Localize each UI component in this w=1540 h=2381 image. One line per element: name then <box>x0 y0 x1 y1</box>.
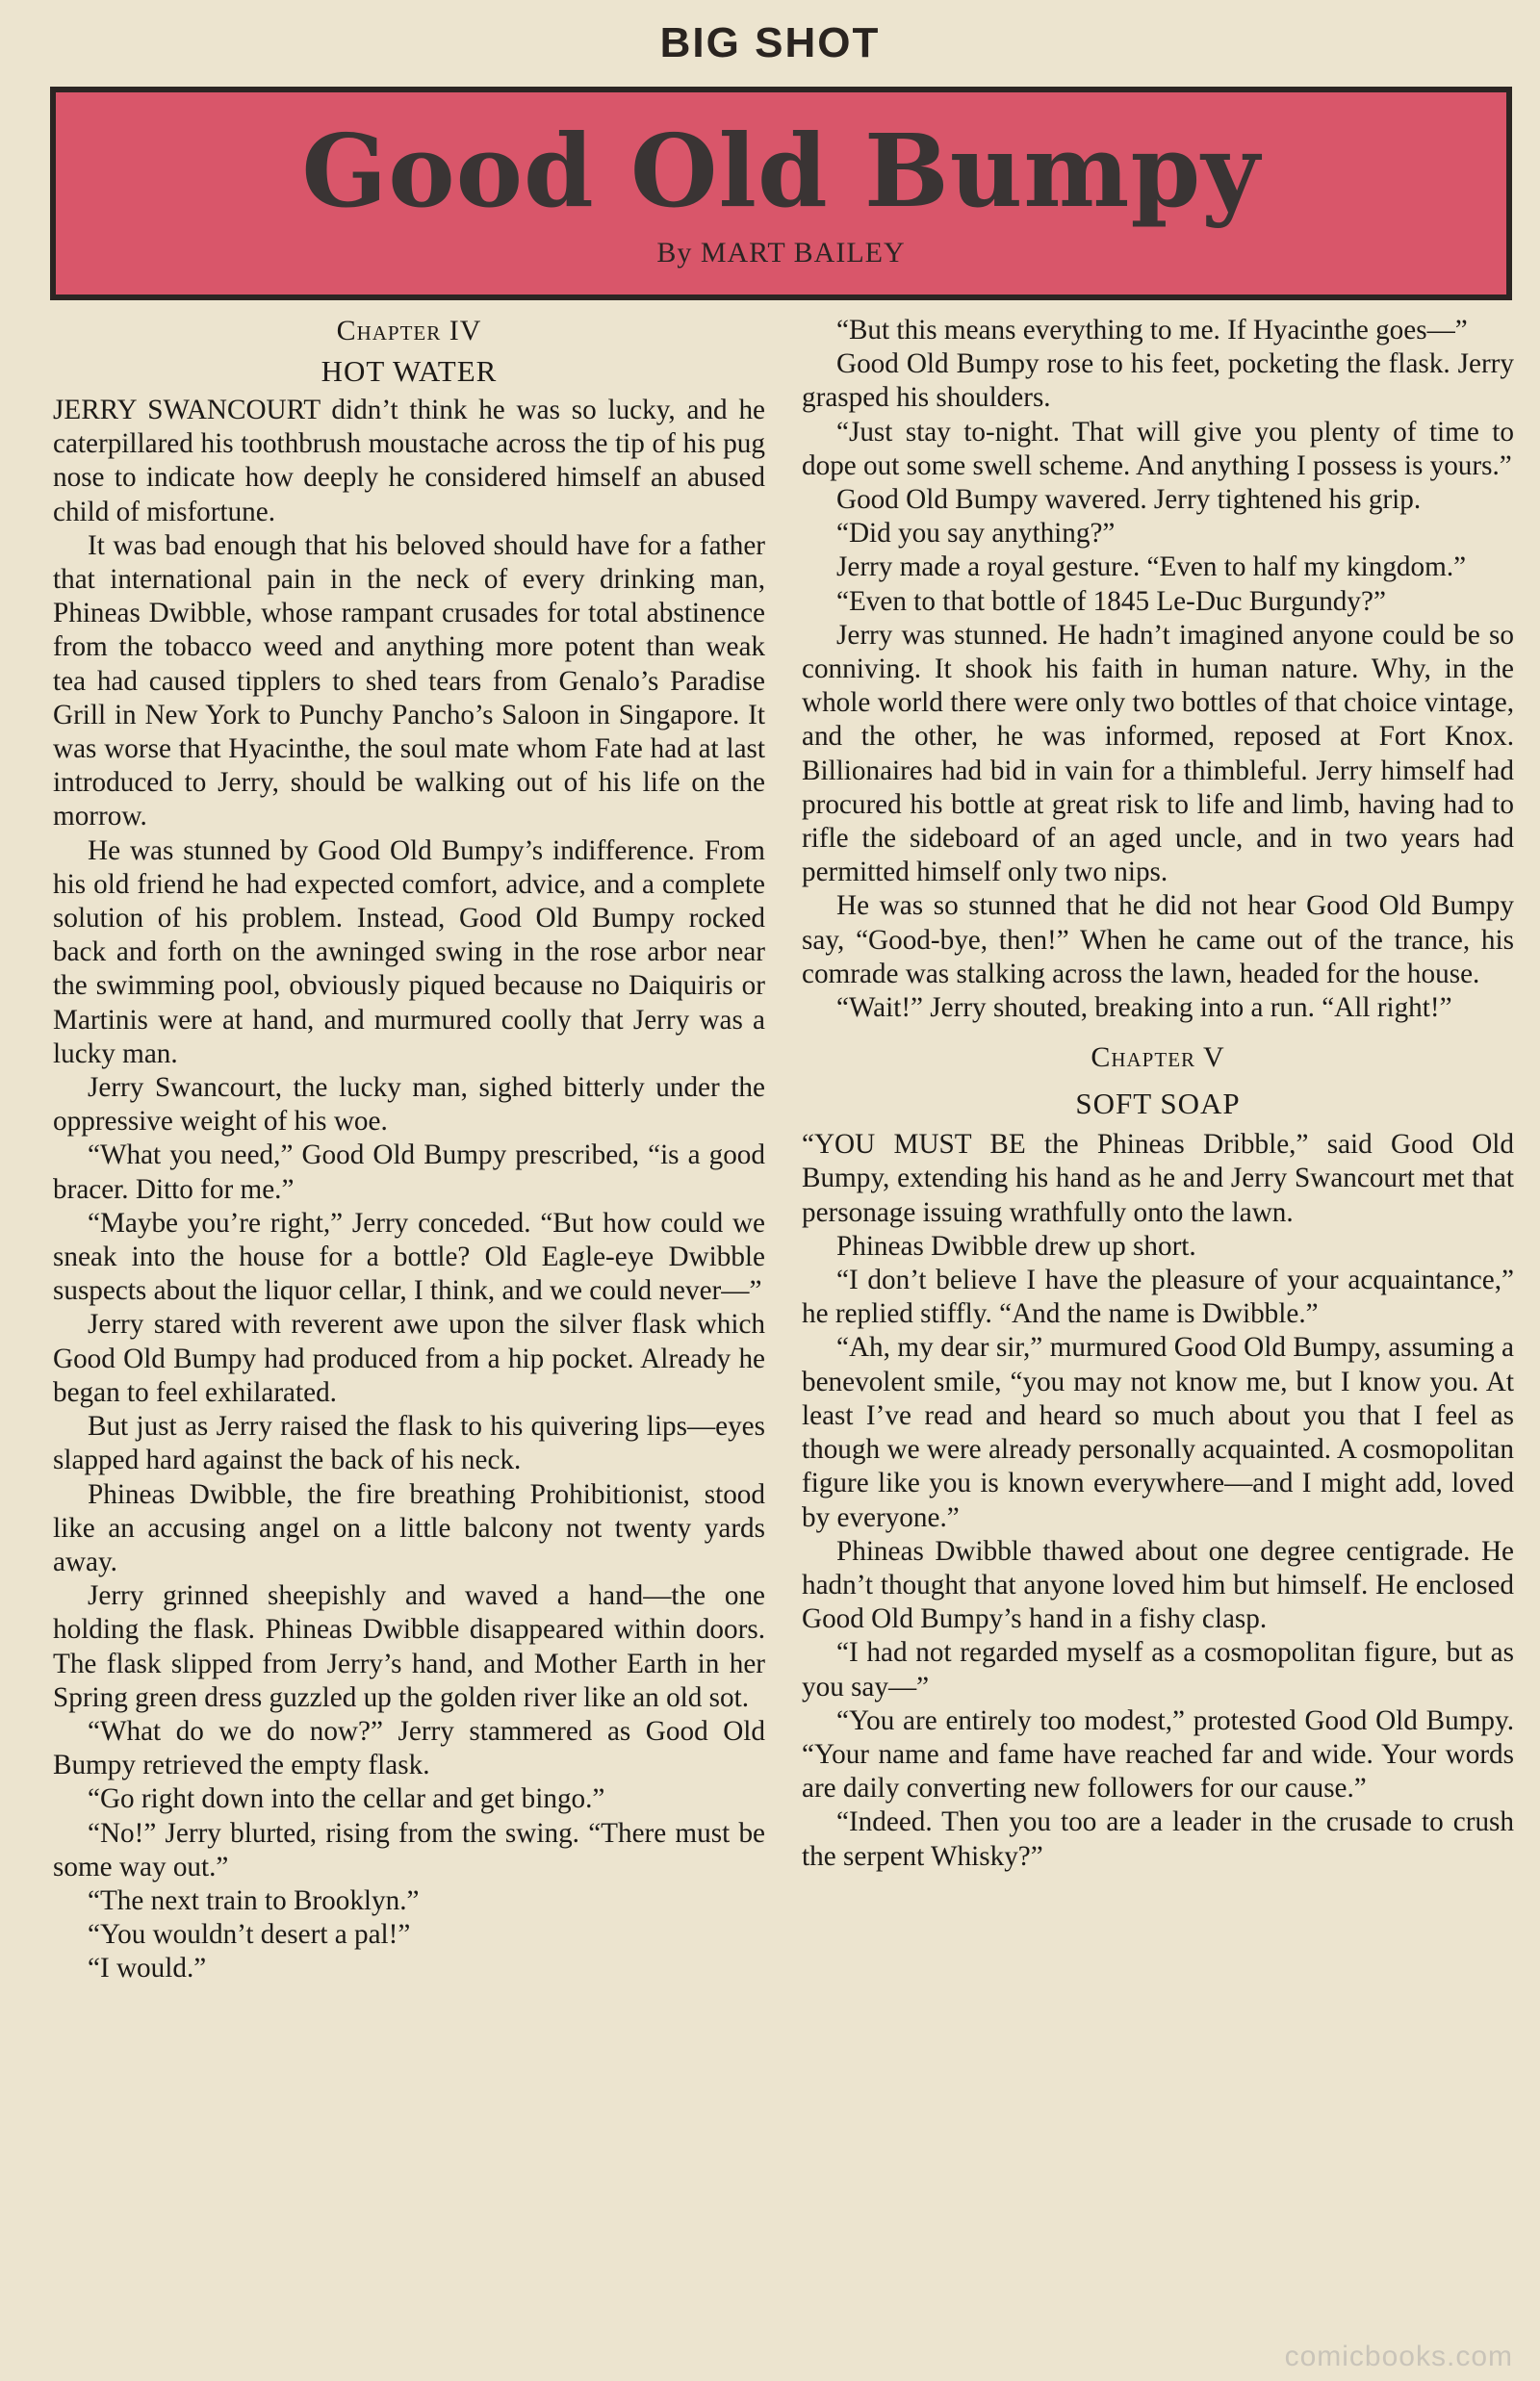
paragraph: “You wouldn’t desert a pal!” <box>88 1919 411 1951</box>
paragraph: “I don’t believe I have the pleasure of your acquaintance,” he replied stiffly. “And the name is Dwibble.” <box>802 1265 1514 1330</box>
paragraph: He was stunned by Good Old Bumpy’s indifference. From his old friend he had expected comfort, advice, and a complete solution of his problem. Instead, Good Old Bumpy rocked back and forth on the awninged swing in the rose arbor near the swimming pool, obviously piqued because no Daiquiris or Martinis were at hand, and murmured coolly that Jerry was a lucky man. <box>53 834 765 1069</box>
paragraph: “Maybe you’re right,” Jerry conceded. “But how could we sneak into the house for a bottle? Old Eagle-eye Dwibble suspects about the liquor cellar, I think, and we could never—” <box>53 1207 765 1307</box>
paragraph: “Indeed. Then you too are a leader in the crusade to crush the serpent Whisky?” <box>802 1806 1514 1872</box>
chapter-title: SOFT SOAP <box>1075 1087 1241 1121</box>
watermark: comicbooks.com <box>1284 2341 1513 2372</box>
paragraph: Phineas Dwibble, the fire breathing Prohibitionist, stood like an accusing angel on a little balcony not twenty yards away. <box>53 1478 765 1577</box>
paragraph: It was bad enough that his beloved should have for a father that international pain in the neck of every drinking man, Phineas Dwibble, whose rampant crusades for total abstinence from the tobacco weed and anything more potent than weak tea had caused tipplers to shed tears from Genalo’s Paradise Grill in New York to Punchy Pancho’s Saloon in Singapore. It was worse that Hyacinthe, the soul mate whom Fate had at last introduced to Jerry, should be walking out of his life on the morrow. <box>53 529 765 832</box>
paragraph: Good Old Bumpy wavered. Jerry tightened his grip. <box>836 484 1422 516</box>
paragraph: “Even to that bottle of 1845 Le-Duc Burgundy?” <box>836 585 1386 617</box>
paragraph: Jerry grinned sheepishly and waved a hand—the one holding the flask. Phineas Dwibble disappeared within doors. The flask slipped from Jerry’s hand, and Mother Earth in her Spring green dress guzzled up the golden river like an old sot. <box>53 1580 765 1713</box>
paragraph: “Go right down into the cellar and get bingo.” <box>88 1783 605 1815</box>
paragraph: “The next train to Brooklyn.” <box>88 1884 420 1916</box>
paragraph: “YOU MUST BE the Phineas Dribble,” said Good Old Bumpy, extending his hand as he and Jerry Swancourt met that personage issuing wrathfully onto the lawn. <box>802 1129 1514 1228</box>
paragraph: “But this means everything to me. If Hyacinthe goes—” <box>836 315 1468 346</box>
chapter-title: HOT WATER <box>321 354 498 388</box>
chapter-heading: Chapter IV <box>336 315 482 346</box>
paragraph: “What you need,” Good Old Bumpy prescribed, “is a good bracer. Ditto for me.” <box>53 1139 765 1205</box>
paragraph: But just as Jerry raised the flask to his quivering lips—eyes slapped hard against the back of his neck. <box>53 1411 765 1476</box>
paragraph: Jerry was stunned. He hadn’t imagined anyone could be so conniving. It shook his faith in human nature. Why, in the whole world there were only two bottles of that choice vintage, and the other, he was informed, reposed at Fort Knox. Billionaires had bid in vain for a thimbleful. Jerry himself had procured his bottle at great risk to life and limb, having had to rifle the sideboard of an aged uncle, and in two years had permitted himself only two nips. <box>802 619 1514 888</box>
paragraph: Jerry made a royal gesture. “Even to half my kingdom.” <box>836 551 1467 583</box>
paragraph: JERRY SWANCOURT didn’t think he was so lucky, and he caterpillared his toothbrush moustache across the tip of his pug nose to indicate how deeply he considered himself an abused child of misfortune. <box>53 395 765 527</box>
title-banner <box>50 87 1512 300</box>
masthead: BIG SHOT <box>659 19 881 66</box>
paragraph: Phineas Dwibble drew up short. <box>836 1230 1196 1262</box>
story-title: Good Old Bumpy <box>301 112 1261 230</box>
chapter-heading: Chapter V <box>1091 1041 1225 1074</box>
paragraph: “Did you say anything?” <box>836 518 1116 550</box>
paragraph: “I had not regarded myself as a cosmopolitan figure, but as you say—” <box>802 1637 1514 1703</box>
paragraph: “I would.” <box>88 1953 207 1984</box>
paragraph: “No!” Jerry blurted, rising from the swing. “There must be some way out.” <box>53 1817 765 1882</box>
paragraph: Jerry Swancourt, the lucky man, sighed bitterly under the oppressive weight of his woe. <box>53 1072 765 1138</box>
paragraph: “Wait!” Jerry shouted, breaking into a run. “All right!” <box>836 992 1452 1024</box>
byline: By MART BAILEY <box>656 237 906 269</box>
paragraph: Jerry stared with reverent awe upon the silver flask which Good Old Bumpy had produced from a hip pocket. Already he began to feel exhilarated. <box>53 1309 765 1408</box>
paragraph: Phineas Dwibble thawed about one degree centigrade. He hadn’t thought that anyone loved him but himself. He enclosed Good Old Bumpy’s hand in a fishy clasp. <box>802 1535 1514 1635</box>
right-column <box>802 314 1514 1874</box>
paragraph: “Just stay to-night. That will give you plenty of time to dope out some swell scheme. And anything I possess is yours.” <box>802 416 1514 481</box>
paragraph: “You are entirely too modest,” protested Good Old Bumpy. “Your name and fame have reached far and wide. Your words are daily converting new followers for our cause.” <box>802 1704 1514 1805</box>
left-column <box>53 314 765 1986</box>
paragraph: He was so stunned that he did not hear Good Old Bumpy say, “Good-bye, then!” When he came out of the trance, his comrade was stalking across the lawn, headed for the house. <box>802 890 1514 989</box>
paragraph: “What do we do now?” Jerry stammered as Good Old Bumpy retrieved the empty flask. <box>53 1715 765 1781</box>
paragraph: Good Old Bumpy rose to his feet, pocketing the flask. Jerry grasped his shoulders. <box>802 348 1514 414</box>
paragraph: “Ah, my dear sir,” murmured Good Old Bumpy, assuming a benevolent smile, “you may not know me, but I know you. At least I’ve read and heard so much about you that I feel as though we were already personally acquainted. A cosmopolitan figure like you is known everywhere—and I might add, loved by everyone.” <box>802 1332 1514 1533</box>
